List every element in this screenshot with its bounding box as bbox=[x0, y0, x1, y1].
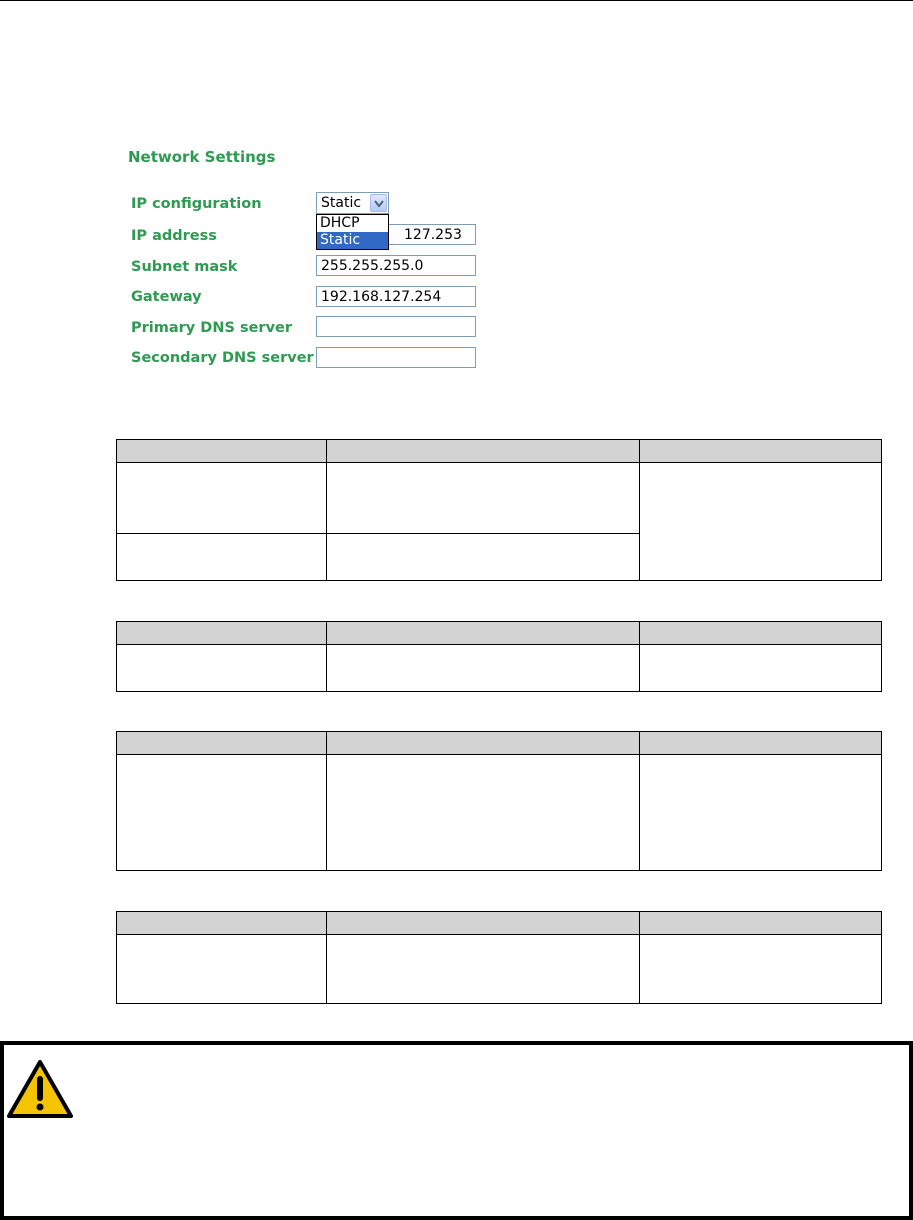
table-header bbox=[117, 440, 881, 463]
warning-box bbox=[0, 1041, 913, 1220]
ip-address-input[interactable]: 127.253 bbox=[316, 224, 476, 245]
column-divider bbox=[326, 622, 327, 691]
column-divider bbox=[639, 440, 640, 580]
column-divider bbox=[326, 912, 327, 1003]
chevron-down-icon[interactable] bbox=[370, 194, 387, 212]
dropdown-option-static[interactable]: Static bbox=[317, 232, 388, 249]
table-ip-configuration bbox=[116, 439, 882, 581]
table-subnet-mask bbox=[116, 731, 882, 871]
gateway-input[interactable]: 192.168.127.254 bbox=[316, 286, 476, 307]
secondary-dns-input[interactable] bbox=[316, 347, 476, 368]
dropdown-option-dhcp[interactable]: DHCP bbox=[320, 215, 360, 231]
ip-configuration-select[interactable] bbox=[316, 192, 389, 214]
primary-dns-label: Primary DNS server bbox=[131, 320, 293, 336]
table-gateway bbox=[116, 911, 882, 1004]
table-header bbox=[117, 622, 881, 645]
primary-dns-input[interactable] bbox=[316, 316, 476, 337]
column-divider bbox=[326, 732, 327, 870]
network-settings-panel bbox=[120, 142, 540, 386]
ip-address-label: IP address bbox=[131, 228, 217, 244]
top-rule bbox=[0, 0, 913, 1]
subnet-mask-input[interactable]: 255.255.255.0 bbox=[316, 255, 476, 276]
table-ip-address bbox=[116, 621, 882, 692]
subnet-mask-label: Subnet mask bbox=[131, 259, 238, 275]
row-divider bbox=[117, 533, 639, 534]
panel-title: Network Settings bbox=[128, 148, 276, 166]
column-divider bbox=[639, 622, 640, 691]
ip-configuration-dropdown bbox=[316, 214, 389, 250]
warning-icon bbox=[6, 1059, 74, 1124]
table-header bbox=[117, 732, 881, 755]
ip-configuration-value: Static bbox=[321, 195, 362, 211]
gateway-label: Gateway bbox=[131, 289, 202, 305]
column-divider bbox=[639, 732, 640, 870]
table-header bbox=[117, 912, 881, 935]
secondary-dns-label: Secondary DNS server bbox=[131, 350, 314, 366]
ip-configuration-label: IP configuration bbox=[131, 196, 262, 212]
column-divider bbox=[326, 440, 327, 580]
column-divider bbox=[639, 912, 640, 1003]
